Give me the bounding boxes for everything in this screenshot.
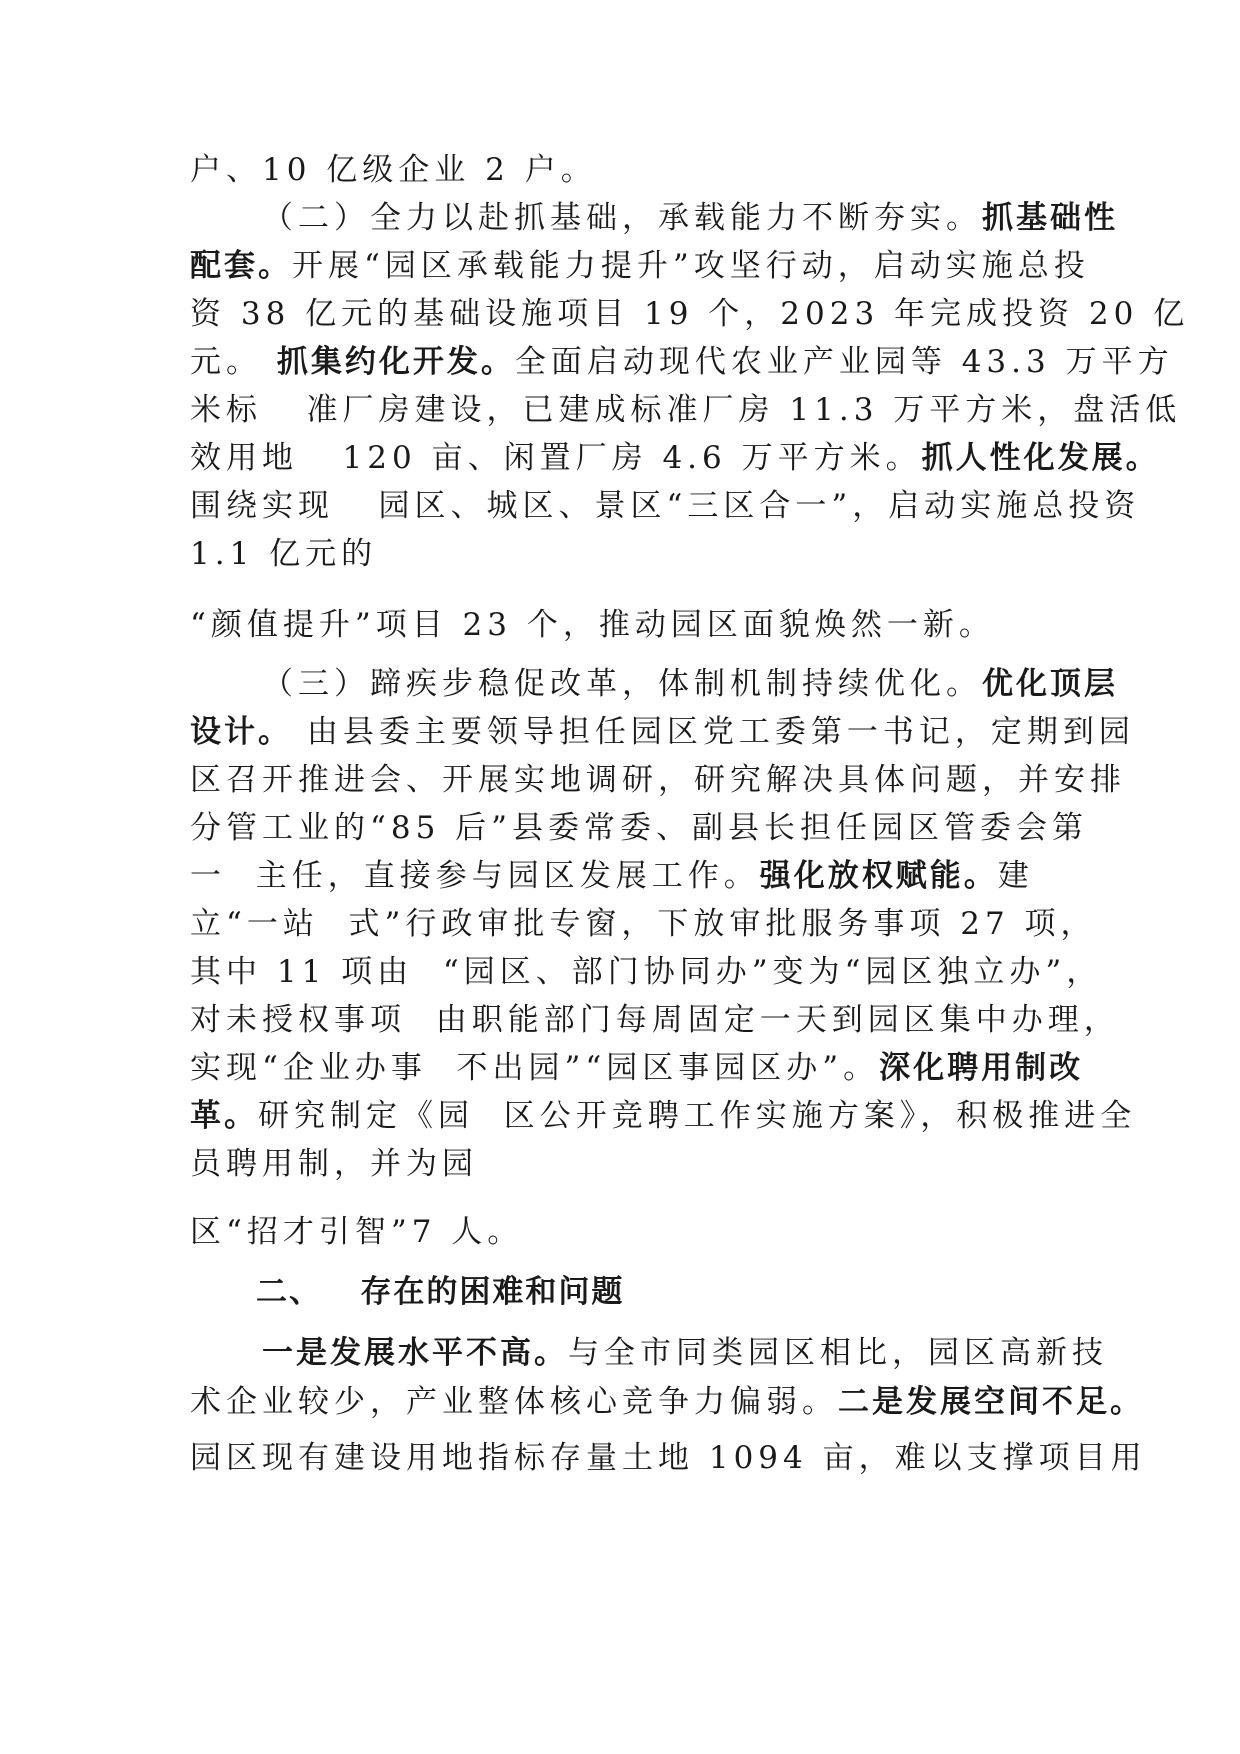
bold-lead: 二是发展空间不足。 xyxy=(838,1384,1144,1420)
text-line: 对未授权事项 由职能部门每周固定一天到园区集中办理， xyxy=(190,1002,1120,1038)
text-line: 配套。开展“园区承载能力提升”攻坚行动，启动实施总投 xyxy=(190,248,1090,284)
text-line: 区召开推进会、开展实地调研，研究解决具体问题，并安排 xyxy=(190,762,1126,798)
text-line: 户、10 亿级企业 2 户。 xyxy=(190,152,597,188)
text-line: 元。 抓集约化开发。全面启动现代农业产业园等 43.3 万平方 xyxy=(190,344,1174,380)
bold-lead: 抓集约化开发。 xyxy=(276,344,515,380)
section-heading-3: （三）蹄疾步稳促改革，体制机制持续优化。优化顶层 xyxy=(262,666,1118,702)
text-line: 园区现有建设用地指标存量土地 1094 亩，难以支撑项目用 xyxy=(190,1440,1147,1476)
text-line: 其中 11 项由 “园区、部门协同办”变为“园区独立办”， xyxy=(190,954,1103,990)
text-line: 一 主任，直接参与园区发展工作。强化放权赋能。建 xyxy=(190,858,1034,894)
text-line: 围绕实现 园区、城区、景区“三区合一”，启动实施总投资 xyxy=(190,488,1141,524)
bold-lead: 一是发展水平不高。 xyxy=(262,1335,568,1371)
text-line: 立“一站 式”行政审批专窗，下放审批服务事项 27 项， xyxy=(190,906,1097,942)
text-line: 效用地 120 亩、闲置厂房 4.6 万平方米。抓人性化发展。 xyxy=(190,440,1160,476)
text-line: 术企业较少，产业整体核心竞争力偏弱。二是发展空间不足。 xyxy=(190,1384,1144,1420)
bold-lead: 设计。 xyxy=(190,714,292,750)
bold-lead: 深化聘用制改 xyxy=(879,1050,1084,1086)
bold-lead: 优化顶层 xyxy=(982,666,1118,702)
text-line: 员聘用制，并为园 xyxy=(190,1146,478,1182)
bold-lead: 抓基础性 xyxy=(982,200,1118,236)
text-line: 分管工业的“85 后”县委常委、副县长担任园区管委会第 xyxy=(190,810,1088,846)
text-line: 资 38 亿元的基础设施项目 19 个，2023 年完成投资 20 亿 xyxy=(190,296,1190,332)
text-line: 一是发展水平不高。与全市同类园区相比，园区高新技 xyxy=(262,1335,1108,1371)
text-line: 实现“企业办事 不出园”“园区事园区办”。深化聘用制改 xyxy=(190,1050,1084,1086)
text-line: 米标 准厂房建设，已建成标准厂房 11.3 万平方米，盘活低 xyxy=(190,392,1182,428)
section-heading-2: （二）全力以赴抓基础，承载能力不断夯实。抓基础性 xyxy=(262,200,1118,236)
bold-lead: 抓人性化发展。 xyxy=(921,440,1160,476)
chapter-heading: 二、 存在的困难和问题 xyxy=(256,1274,625,1310)
bold-lead: 强化放权赋能。 xyxy=(759,858,998,894)
text-line: “颜值提升”项目 23 个，推动园区面貌焕然一新。 xyxy=(190,607,995,643)
bold-lead: 配套。 xyxy=(190,248,292,284)
text-line: 革。研究制定《园 区公开竞聘工作实施方案》，积极推进全 xyxy=(190,1098,1137,1134)
text-line: 区“招才引智”7 人。 xyxy=(190,1214,524,1250)
text-line: 1.1 亿元的 xyxy=(190,536,378,572)
text-line: 设计。 由县委主要领导担任园区党工委第一书记，定期到园 xyxy=(190,714,1135,750)
bold-lead: 革。 xyxy=(190,1098,258,1134)
